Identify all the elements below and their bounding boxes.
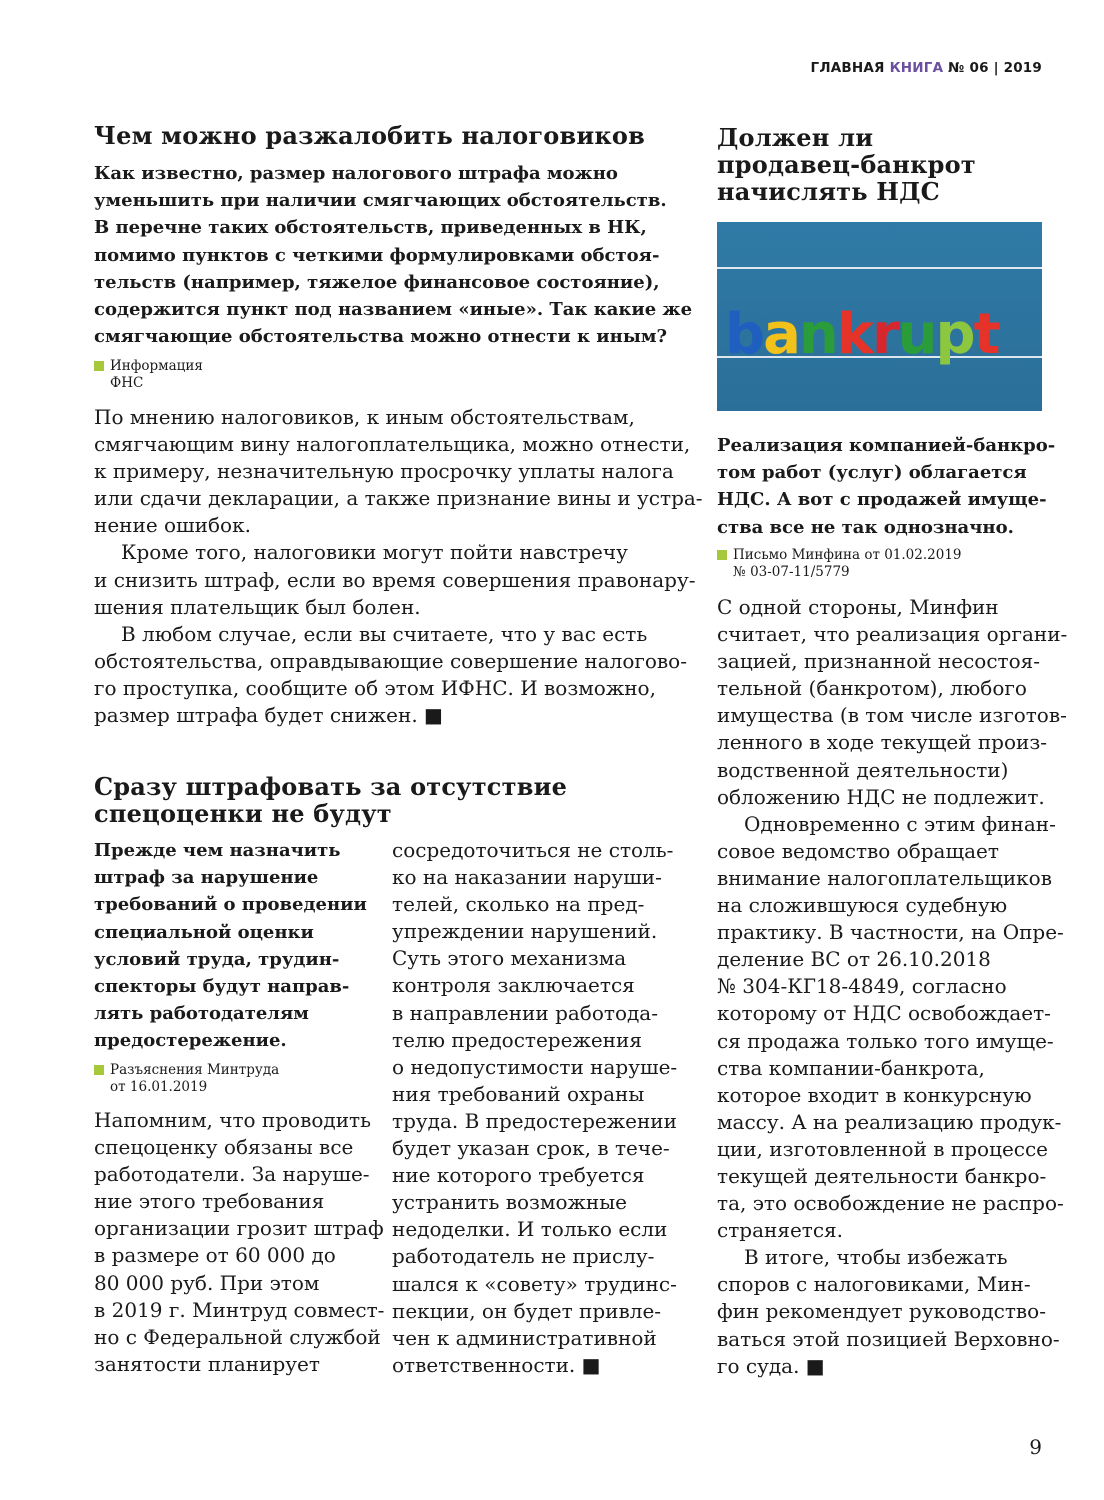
- text-line: смягчающим вину налогоплательщика, можно отнести,: [94, 432, 691, 457]
- text-line: уменьшить при наличии смягчающих обстоятельств.: [94, 190, 667, 212]
- brand-main: ГЛАВНАЯ: [810, 60, 885, 76]
- article3-source: [717, 547, 962, 581]
- text-line: устранить возможные: [392, 1190, 628, 1215]
- text-line: го проступка, сообщите об этом ИФНС. И возможно,: [94, 675, 656, 700]
- bankrupt-photo: [717, 222, 1042, 411]
- text-line: считает, что реализация органи-: [717, 622, 1068, 647]
- text-line: Прежде чем назначить: [94, 840, 341, 861]
- text-line: занятости планирует: [94, 1351, 320, 1376]
- text-line: Одновременно с этим финан-: [744, 811, 1056, 836]
- text-line: та, это освобождение не распро-: [717, 1191, 1064, 1216]
- article2-body-col2: [392, 837, 677, 1379]
- text-line: зацией, признанной несостоя-: [717, 649, 1041, 674]
- text-line: начислять НДС: [717, 177, 940, 206]
- text-line: нение ошибок.: [94, 513, 251, 538]
- text-line: Письмо Минфина от 01.02.2019: [733, 547, 962, 563]
- text-line: организации грозит штраф: [94, 1216, 384, 1241]
- text-line: условий труда, трудин-: [94, 948, 340, 970]
- text-line: спекторы будут направ-: [94, 976, 350, 998]
- text-line: требований о проведении: [94, 894, 367, 916]
- text-line: 80 000 руб. При этом: [94, 1270, 320, 1295]
- text-line: помимо пунктов с четкими формулировками обстоя-: [94, 244, 660, 266]
- text-line: шения плательщик был болен.: [94, 594, 421, 619]
- text-line: чен к административной: [392, 1325, 657, 1350]
- article1-body: [94, 404, 703, 729]
- text-line: спецоценки не будут: [94, 799, 392, 828]
- photo-letter: a: [763, 302, 799, 367]
- article2-source: [94, 1062, 279, 1096]
- text-line: том работ (услуг) облагается: [717, 462, 1027, 484]
- source-marker-icon: [94, 361, 104, 371]
- text-line: содержится пункт под названием «иные». Так какие же: [94, 299, 693, 321]
- article2-body-col1: [94, 1107, 384, 1378]
- photo-letter: u: [897, 302, 936, 367]
- photo-letter: n: [798, 302, 837, 367]
- text-line: тельств (например, тяжелое финансовое состояние),: [94, 271, 660, 293]
- text-line: специальной оценки: [94, 921, 314, 943]
- text-line: В любом случае, если вы считаете, что у вас есть: [121, 621, 648, 646]
- bankrupt-letters: [725, 302, 998, 367]
- text-line: ваться этой позицией Верховно-: [717, 1326, 1060, 1351]
- photo-letter: r: [872, 302, 898, 367]
- article2-title: [94, 773, 567, 827]
- text-line: № 304-КГ18-4849, согласно: [717, 974, 1007, 999]
- text-line: Информация: [110, 358, 203, 374]
- brand-accent: КНИГА: [889, 60, 944, 76]
- text-line: тельной (банкротом), любого: [717, 676, 1027, 701]
- text-line: № 03-07-11/5779: [733, 564, 850, 580]
- text-line: В итоге, чтобы избежать: [744, 1245, 1008, 1270]
- running-header: [811, 60, 1042, 76]
- text-line: к примеру, незначительную просрочку уплаты налога: [94, 459, 674, 484]
- text-line: практику. В частности, на Опре-: [717, 920, 1064, 945]
- photo-letter: p: [935, 302, 974, 367]
- article1-lead: [94, 160, 692, 350]
- source-marker-icon: [717, 550, 727, 560]
- text-line: имущества (в том числе изготов-: [717, 703, 1067, 728]
- text-line: упреждении нарушений.: [392, 919, 658, 944]
- text-line: текущей деятельности банкро-: [717, 1163, 1047, 1188]
- text-line: смягчающие обстоятельства можно отнести к иным?: [94, 326, 668, 348]
- text-line: от 16.01.2019: [110, 1079, 208, 1095]
- source-marker-icon: [94, 1065, 104, 1075]
- text-line: массу. А на реализацию продук-: [717, 1109, 1062, 1134]
- article3-lead: [717, 432, 1055, 541]
- text-line: в 2019 г. Минтруд совмест-: [94, 1297, 385, 1322]
- article1-source: [94, 358, 203, 392]
- text-line: ние этого требования: [94, 1189, 325, 1214]
- text-line: предостережение.: [94, 1030, 287, 1052]
- text-line: о недопустимости наруше-: [392, 1054, 678, 1079]
- text-line: ленного в ходе текущей произ-: [717, 730, 1048, 755]
- text-line: споров с налоговиками, Мин-: [717, 1272, 1031, 1297]
- text-line: ства компании-банкрота,: [717, 1055, 985, 1080]
- photo-letter: t: [973, 302, 999, 367]
- text-line: ся продажа только того имуще-: [717, 1028, 1054, 1053]
- text-line: обложению НДС не подлежит.: [717, 784, 1045, 809]
- text-line: ответственности. ■: [392, 1352, 601, 1377]
- text-line: и снизить штраф, если во время совершения правонару-: [94, 567, 696, 592]
- text-line: на сложившуюся судебную: [717, 893, 1008, 918]
- issue-number: № 06 | 2019: [948, 60, 1042, 76]
- text-line: работодатели. За наруше-: [94, 1162, 370, 1187]
- text-line: ства все не так однозначно.: [717, 516, 1014, 538]
- text-line: размер штрафа будет снижен. ■: [94, 703, 443, 728]
- text-line: будет указан срок, в тече-: [392, 1136, 670, 1161]
- text-line: совое ведомство обращает: [717, 838, 999, 863]
- text-line: ния требований охраны: [392, 1081, 645, 1106]
- photo-letter: b: [725, 302, 764, 367]
- text-line: По мнению налоговиков, к иным обстоятельствам,: [94, 405, 635, 429]
- text-line: но с Федеральной службой: [94, 1324, 381, 1349]
- text-line: Напомним, что проводить: [94, 1108, 371, 1132]
- text-line: или сдачи декларации, а также признание вины и устра-: [94, 486, 703, 511]
- text-line: В перечне таких обстоятельств, приведенных в НК,: [94, 217, 647, 239]
- article3-title: [717, 124, 976, 205]
- text-line: Реализация компанией-банкро-: [717, 435, 1056, 456]
- text-line: которое входит в конкурсную: [717, 1082, 1032, 1107]
- text-line: Кроме того, налоговики могут пойти навстречу: [121, 540, 628, 565]
- text-line: Разъяснения Минтруда: [110, 1062, 280, 1078]
- text-line: ко на наказании наруши-: [392, 865, 662, 890]
- source-text: [110, 1062, 279, 1096]
- text-line: недоделки. И только если: [392, 1217, 668, 1242]
- text-line: фин рекомендует руководство-: [717, 1299, 1046, 1324]
- article3-body: [717, 594, 1067, 1380]
- text-line: ции, изготовленной в процессе: [717, 1136, 1049, 1161]
- text-line: телей, сколько на пред-: [392, 892, 645, 917]
- text-line: контроля заключается: [392, 973, 635, 998]
- text-line: пекции, он будет привле-: [392, 1298, 662, 1323]
- text-line: которому от НДС освобождает-: [717, 1001, 1051, 1026]
- text-line: деление ВС от 26.10.2018: [717, 947, 991, 972]
- text-line: обстоятельства, оправдывающие совершение налогово-: [94, 648, 687, 673]
- text-line: работодатель не прислу-: [392, 1244, 655, 1269]
- text-line: ФНС: [110, 375, 144, 391]
- text-line: продавец-банкрот: [717, 150, 976, 179]
- text-line: лять работодателям: [94, 1003, 309, 1025]
- source-text: [733, 547, 962, 581]
- text-line: С одной стороны, Минфин: [717, 595, 999, 619]
- text-line: внимание налогоплательщиков: [717, 865, 1052, 890]
- text-line: го суда. ■: [717, 1353, 825, 1378]
- text-line: Как известно, размер налогового штрафа можно: [94, 163, 618, 184]
- article2-lead: [94, 837, 367, 1055]
- text-line: НДС. А вот с продажей имуще-: [717, 489, 1047, 511]
- text-line: в размере от 60 000 до: [94, 1243, 336, 1268]
- article1-title: Чем можно разжалобить налоговиков: [94, 121, 645, 150]
- text-line: штраф за нарушение: [94, 867, 319, 889]
- page-number: 9: [1029, 1435, 1042, 1459]
- photo-letter: k: [836, 302, 873, 367]
- text-line: Сразу штрафовать за отсутствие: [94, 772, 568, 801]
- text-line: в направлении работода-: [392, 1000, 658, 1025]
- text-line: Суть этого механизма: [392, 946, 627, 971]
- text-line: труда. В предостережении: [392, 1108, 677, 1133]
- text-line: водственной деятельности): [717, 757, 1009, 782]
- text-line: ние которого требуется: [392, 1163, 645, 1188]
- text-line: спецоценку обязаны все: [94, 1135, 354, 1160]
- text-line: Должен ли: [717, 123, 874, 152]
- source-text: [110, 358, 203, 392]
- text-line: телю предостережения: [392, 1027, 642, 1052]
- text-line: страняется.: [717, 1218, 844, 1243]
- text-line: сосредоточиться не столь-: [392, 838, 674, 862]
- text-line: шался к «совету» трудинс-: [392, 1271, 677, 1296]
